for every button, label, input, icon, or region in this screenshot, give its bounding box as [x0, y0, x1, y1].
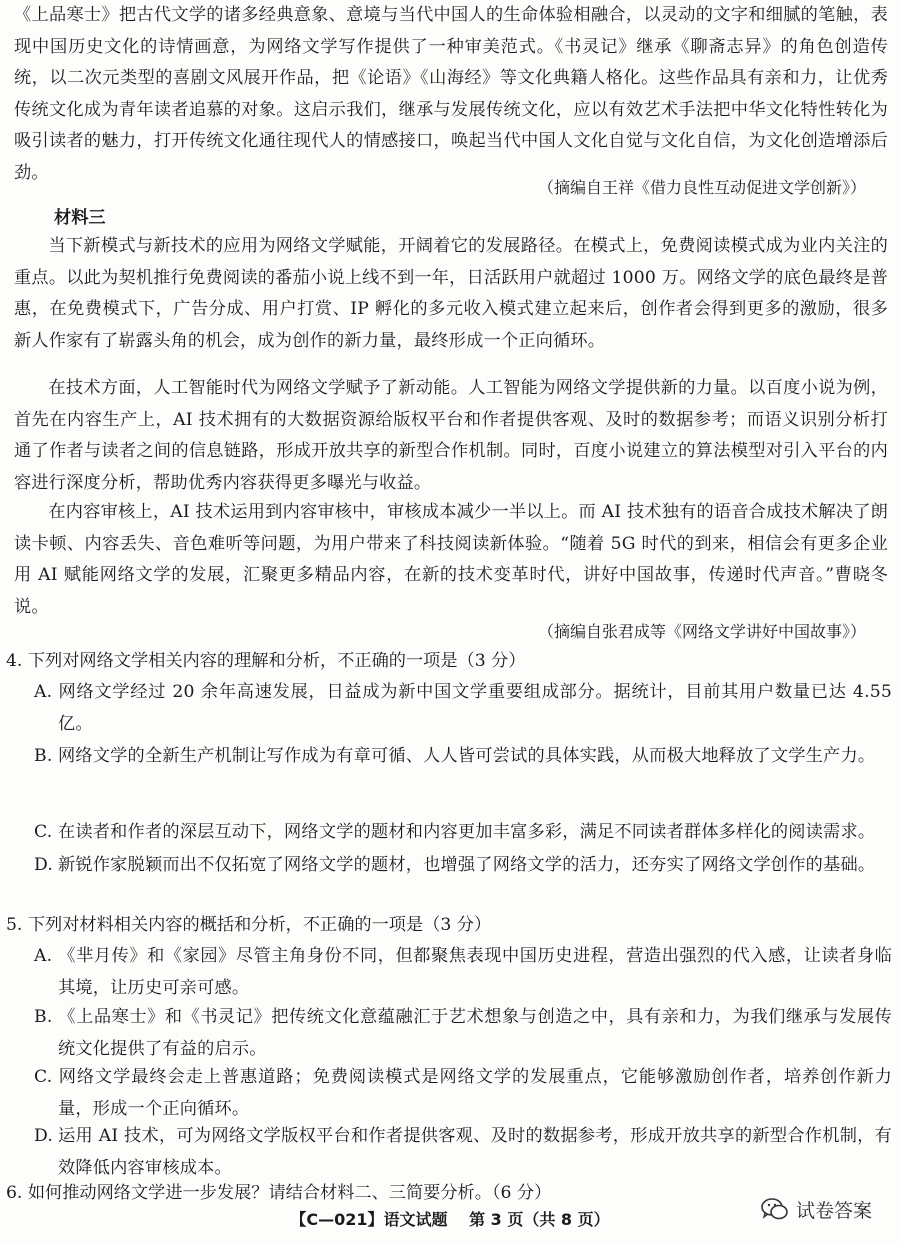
option-text: 网络文学经过 20 余年高速发展，日益成为新中国文学重要组成部分。据统计，目前其用户数量已达 4.55 亿。	[58, 682, 892, 734]
question-5-option-d	[34, 1120, 892, 1184]
option-letter: D.	[34, 1126, 54, 1146]
question-5-option-c	[34, 1061, 892, 1125]
option-letter: C.	[34, 822, 53, 842]
material2-closing-paragraph: 《上品寒士》把古代文学的诸多经典意象、意境与当代中国人的生命体验相融合，以灵动的文字和细腻的笔触，表现中国历史文化的诗情画意，为网络文学写作提供了一种审美范式。《书灵记》继承《聊斋志异》的角色创造传统，以二次元类型的喜剧文风展开作品，把《论语》《山海经》等文化典籍人格化。这些作品具有亲和力，让优秀传统文化成为青年读者追慕的对象。这启示我们，继承与发展传统文化，应以有效艺术手法把中华文化特性转化为吸引读者的魅力，打开传统文化通往现代人的情感接口，唤起当代中国人文化自觉与文化自信，为文化创造增添后劲。	[14, 5, 888, 183]
question-5-stem: 5. 下列对材料相关内容的概括和分析，不正确的一项是（3 分）	[6, 915, 492, 935]
option-letter: A.	[34, 682, 53, 702]
option-text: 在读者和作者的深层互动下，网络文学的题材和内容更加丰富多彩，满足不同读者群体多样化的阅读需求。	[58, 822, 876, 842]
question-4-option-b	[34, 740, 892, 772]
option-letter: C.	[34, 1067, 53, 1087]
wechat-icon	[760, 1196, 790, 1222]
watermark-text: 试卷答案	[796, 1199, 873, 1222]
material3-paragraph-1: 当下新模式与新技术的应用为网络文学赋能，开阔着它的发展路径。在模式上，免费阅读模式成为业内关注的重点。以此为契机推行免费阅读的番茄小说上线不到一年，日活跃用户就超过 1000 万。网络文学的底色最终是普惠，在免费模式下，广告分成、用户打赏、IP 孵化的多元收入模式建立起来后，创作者会得到更多的激励，很多新人作家有了崭露头角的机会，成为创作的新力量，最终形成一个正向循环。	[14, 236, 888, 351]
question-4-option-c	[34, 816, 892, 848]
option-letter: B.	[34, 1007, 53, 1027]
material3-paragraph-2: 在技术方面，人工智能时代为网络文学赋予了新动能。人工智能为网络文学提供新的力量。以百度小说为例，首先在内容生产上，AI 技术拥有的大数据资源给版权平台和作者提供客观、及时的数据参考；而语义识别分析打通了作者与读者之间的信息链路，形成开放共享的新型合作机制。同时，百度小说建立的算法模型对引入平台的内容进行深度分析，帮助优秀内容获得更多曝光与收益。	[14, 378, 888, 493]
question-4-option-a	[34, 676, 892, 740]
page-footer: 【C—021】语文试题 第 3 页（共 8 页）	[290, 1210, 610, 1229]
option-text: 《上品寒士》和《书灵记》把传统文化意蕴融汇于艺术想象与创造之中，具有亲和力，为我们继承与发展传统文化提供了有益的启示。	[58, 1007, 892, 1059]
option-text: 运用 AI 技术，可为网络文学版权平台和作者提供客观、及时的数据参考，形成开放共享的新型合作机制，有效降低内容审核成本。	[58, 1126, 892, 1178]
option-text: 网络文学最终会走上普惠道路；免费阅读模式是网络文学的发展重点，它能够激励创作者，培养创作新力量，形成一个正向循环。	[58, 1067, 892, 1119]
material3-heading: 材料三	[54, 208, 106, 228]
material2-source: （摘编自王祥《借力良性互动促进文学创新》）	[537, 178, 866, 197]
material3-paragraph-3: 在内容审核上，AI 技术运用到内容审核中，审核成本减少一半以上。而 AI 技术独有的语音合成技术解决了朗读卡顿、内容丢失、音色难听等问题，为用户带来了科技阅读新体验。“随着 5G 时代的到来，相信会有更多企业用 AI 赋能网络文学的发展，汇聚更多精品内容，在新的技术变革时代，讲好中国故事，传递时代声音。”曹晓冬说。	[14, 502, 888, 617]
option-text: 新锐作家脱颖而出不仅拓宽了网络文学的题材，也增强了网络文学的活力，还夯实了网络文学创作的基础。	[58, 855, 876, 875]
option-letter: D.	[34, 855, 54, 875]
watermark	[760, 1187, 890, 1231]
option-letter: B.	[34, 746, 53, 766]
option-letter: A.	[34, 946, 53, 966]
question-5-option-b	[34, 1001, 892, 1065]
option-text: 网络文学的全新生产机制让写作成为有章可循、人人皆可尝试的具体实践，从而极大地释放了文学生产力。	[58, 746, 876, 766]
question-4-stem: 4. 下列对网络文学相关内容的理解和分析，不正确的一项是（3 分）	[6, 651, 526, 671]
question-6-stem: 6. 如何推动网络文学进一步发展？请结合材料二、三简要分析。（6 分）	[6, 1183, 552, 1203]
material3-source: （摘编自张君成等《网络文学讲好中国故事》）	[537, 622, 866, 641]
question-4-option-d	[34, 849, 892, 881]
option-text: 《芈月传》和《家园》尽管主角身份不同，但都聚焦表现中国历史进程，营造出强烈的代入感，让读者身临其境，让历史可亲可感。	[58, 946, 892, 998]
question-5-option-a	[34, 940, 892, 1004]
